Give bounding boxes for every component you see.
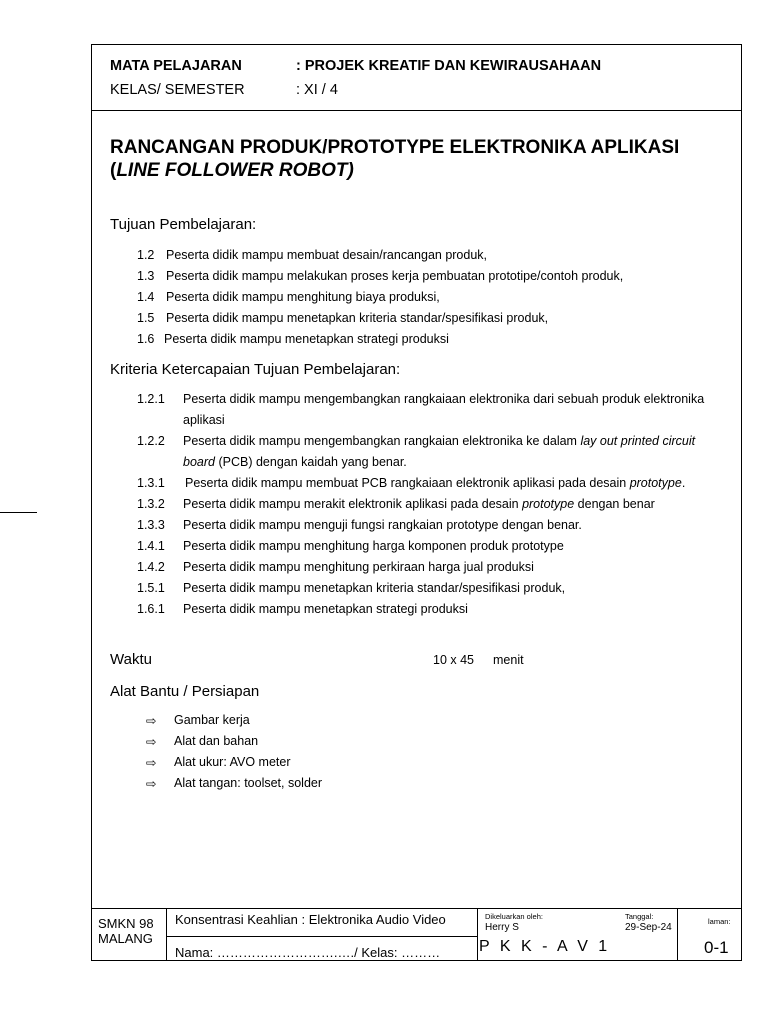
halaman-label: laman: (708, 917, 731, 926)
kriteria-heading: Kriteria Ketercapaian Tujuan Pembelajaran: (110, 361, 401, 378)
kriteria-text-part: Peserta didik mampu membuat PCB rangkaiaan elektronik aplikasi pada desain (185, 476, 630, 490)
kriteria-number: 1.4.2 (137, 560, 165, 574)
subtitle-open: ( (110, 160, 117, 181)
class-label: KELAS/ SEMESTER (110, 82, 245, 98)
subject-value: : PROJEK KREATIF DAN KEWIRAUSAHAAN (296, 58, 602, 74)
kriteria-text-part: (PCB) dengan kaidah yang benar. (214, 455, 407, 469)
alat-heading: Alat Bantu / Persiapan (110, 683, 260, 700)
tujuan-item (137, 248, 154, 262)
footer-rule (166, 936, 477, 937)
tanggal-value: 29-Sep-24 (625, 922, 672, 933)
waktu-value: 10 x 45 (433, 653, 475, 667)
kriteria-text (185, 476, 685, 490)
tanggal-label: Tanggal: (625, 912, 654, 921)
arrow-bullet-icon: ⇨ (146, 735, 157, 749)
item-number: 1.3 (137, 269, 155, 283)
kriteria-number: 1.3.2 (137, 497, 165, 511)
footer-divider (91, 908, 742, 909)
tujuan-item-text: Peserta didik mampu menetapkan kriteria standar/spesifikasi produk, (166, 311, 549, 325)
kriteria-text: Peserta didik mampu menetapkan strategi produksi (183, 602, 468, 616)
dikeluarkan-label: Dikeluarkan oleh: (485, 912, 543, 921)
alat-item: Alat ukur: AVO meter (174, 755, 291, 769)
konsentrasi-keahlian: Konsentrasi Keahlian : Elektronika Audio Video (175, 912, 446, 927)
item-number: 1.6 (137, 332, 155, 346)
alat-item: Alat tangan: toolset, solder (174, 776, 323, 790)
kriteria-text (183, 497, 655, 511)
kriteria-text-cont: aplikasi (183, 413, 225, 427)
kriteria-number: 1.3.3 (137, 518, 165, 532)
document-code: P K K - A V 1 (479, 938, 611, 955)
kriteria-text-part: dengan benar (574, 497, 655, 511)
kriteria-text-italic: prototype (629, 476, 682, 490)
kriteria-text-part: Peserta didik mampu merakit elektronik aplikasi pada desain (183, 497, 523, 511)
tujuan-item (137, 311, 154, 325)
footer-rule (477, 908, 478, 961)
kriteria-text: Peserta didik mampu menetapkan kriteria standar/spesifikasi produk, (183, 581, 566, 595)
tujuan-item (137, 332, 154, 346)
kriteria-text: Peserta didik mampu menghitung perkiraan harga jual produksi (183, 560, 534, 574)
kriteria-text-cont (183, 455, 407, 469)
kriteria-number: 1.5.1 (137, 581, 165, 595)
alat-item: Gambar kerja (174, 713, 250, 727)
item-number: 1.4 (137, 290, 155, 304)
kriteria-text: Peserta didik mampu menguji fungsi rangkaian prototype dengan benar. (183, 518, 582, 532)
page-subtitle (110, 159, 354, 183)
kriteria-text-part: Peserta didik mampu mengembangkan rangkaian elektronika ke dalam (183, 434, 581, 448)
tujuan-item-text: Peserta didik mampu membuat desain/rancangan produk, (166, 248, 488, 262)
tujuan-item (137, 269, 154, 283)
kriteria-number: 1.4.1 (137, 539, 165, 553)
kriteria-text-part: . (681, 476, 686, 490)
arrow-bullet-icon: ⇨ (146, 714, 157, 728)
subtitle-italic: LINE FOLLOWER ROBOT) (116, 160, 354, 181)
arrow-bullet-icon: ⇨ (146, 777, 157, 791)
class-value: : XI / 4 (296, 82, 338, 98)
page-number: 0-1 (704, 938, 729, 957)
header-divider (91, 110, 742, 111)
tujuan-item-text: Peserta didik mampu menetapkan strategi produksi (164, 332, 449, 346)
kriteria-text-italic: lay out printed circuit (580, 434, 696, 448)
footer-rule (677, 908, 678, 961)
kriteria-text (183, 434, 695, 448)
waktu-label: Waktu (110, 651, 152, 668)
kriteria-number: 1.2.2 (137, 434, 165, 448)
item-number: 1.5 (137, 311, 155, 325)
kriteria-text-italic: board (183, 455, 215, 469)
tujuan-item-text: Peserta didik mampu melakukan proses kerja pembuatan prototipe/contoh produk, (166, 269, 624, 283)
waktu-unit: menit (493, 653, 524, 667)
item-number: 1.2 (137, 248, 155, 262)
subject-label: MATA PELAJARAN (110, 58, 242, 74)
tujuan-item-text: Peserta didik mampu menghitung biaya produksi, (166, 290, 440, 304)
tujuan-item (137, 290, 154, 304)
school-name: SMKN 98 (98, 916, 154, 931)
arrow-bullet-icon: ⇨ (146, 756, 157, 770)
kriteria-text: Peserta didik mampu menghitung harga komponen produk prototype (183, 539, 564, 553)
page-title: RANCANGAN PRODUK/PROTOTYPE ELEKTRONIKA APLIKASI (110, 137, 680, 158)
kriteria-number: 1.6.1 (137, 602, 165, 616)
nama-kelas-field: Nama: ……………………….…./ Kelas: ……… (175, 945, 441, 960)
alat-item: Alat dan bahan (174, 734, 259, 748)
kriteria-text: Peserta didik mampu mengembangkan rangkaiaan elektronika dari sebuah produk elektronika (183, 392, 705, 406)
kriteria-number: 1.2.1 (137, 392, 165, 406)
kriteria-text-italic: prototype (522, 497, 575, 511)
dikeluarkan-value: Herry S (485, 922, 519, 933)
footer-rule (166, 908, 167, 961)
kriteria-number: 1.3.1 (137, 476, 165, 490)
margin-mark (0, 512, 37, 513)
school-city: MALANG (98, 931, 153, 946)
tujuan-heading: Tujuan Pembelajaran: (110, 216, 257, 233)
